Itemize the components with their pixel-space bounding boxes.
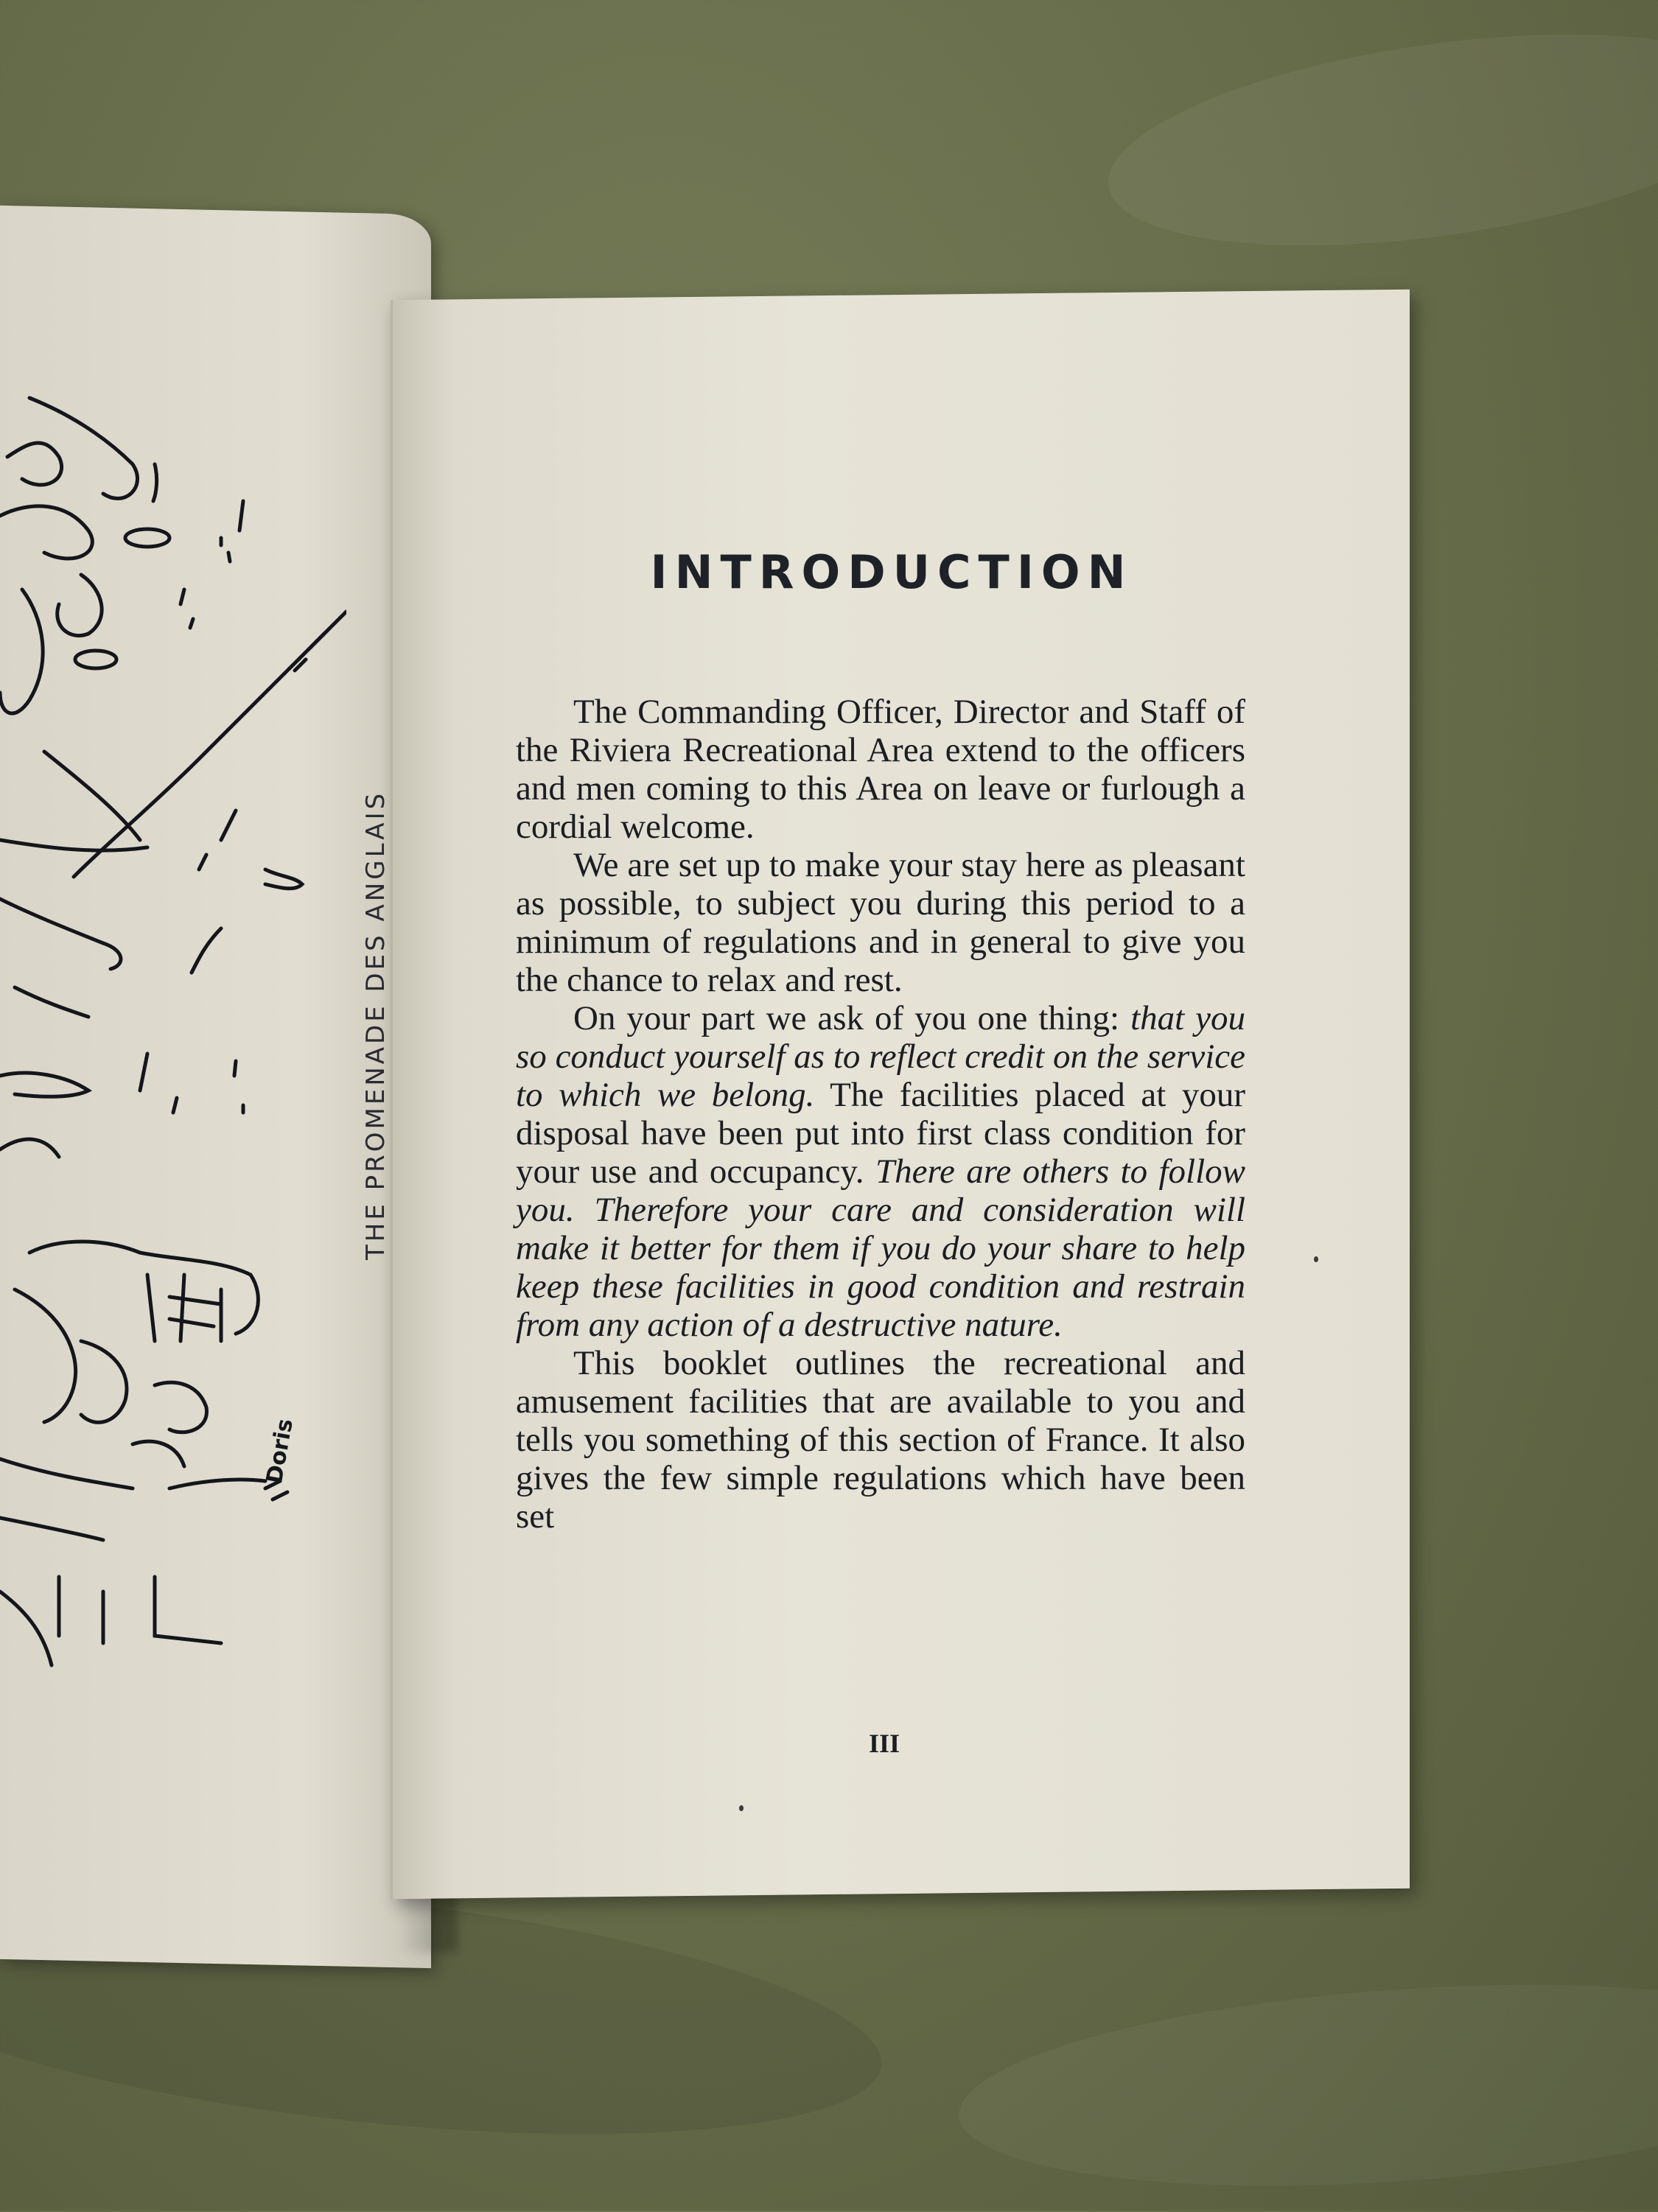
side-caption-text: THE PROMENADE DES ANGLAIS [361,790,391,1260]
paper-speck [1314,1256,1318,1262]
paragraph-welcome: The Commanding Officer, Director and Staff of the Riviera Recreational Area extend to the officers and men coming to this Area on leave or furlough a cordial welcome. [516,693,1245,846]
paragraph-purpose: We are set up to make your stay here as pleasant as possible, to subject you during this period to a minimum of regulations and in general to give you the chance to relax and rest. [516,846,1245,999]
page-title: INTRODUCTION [650,545,1133,599]
paper-speck [739,1805,744,1811]
cloth-highlight [1095,0,1658,281]
introduction-body [516,693,1245,1536]
paragraph-booklet-outline: This booklet outlines the recreational and amusement facilities that are available to you and tells you something of this section of France. It also gives the few simple regulations which have been set [516,1344,1245,1536]
paragraph-conduct: On your part we ask of you one thing: that you so conduct yourself as to reflect credit on the service to which we belong. The facilities placed at your disposal have been put into first class condition for your use and occupancy. There are others to follow you. Therefore your care and consideration will make it better for them if you do your share to help keep these facilities in good condition and restrain from any action of a destructive nature. [516,999,1246,1344]
cloth-highlight-lower [952,1959,1658,2211]
italic-care-request: There are others to follow you. Therefore your care and consideration will make it better for them if you do your share to help keep these facilities in good condition and restrain from any action of a destructive nature. [516,1152,1246,1344]
page-number: III [868,1729,900,1758]
italic-conduct-request: that you so conduct yourself as to reflect credit on the service to which we belong. [516,999,1246,1114]
promenade-sketch-illustration [0,368,346,1709]
